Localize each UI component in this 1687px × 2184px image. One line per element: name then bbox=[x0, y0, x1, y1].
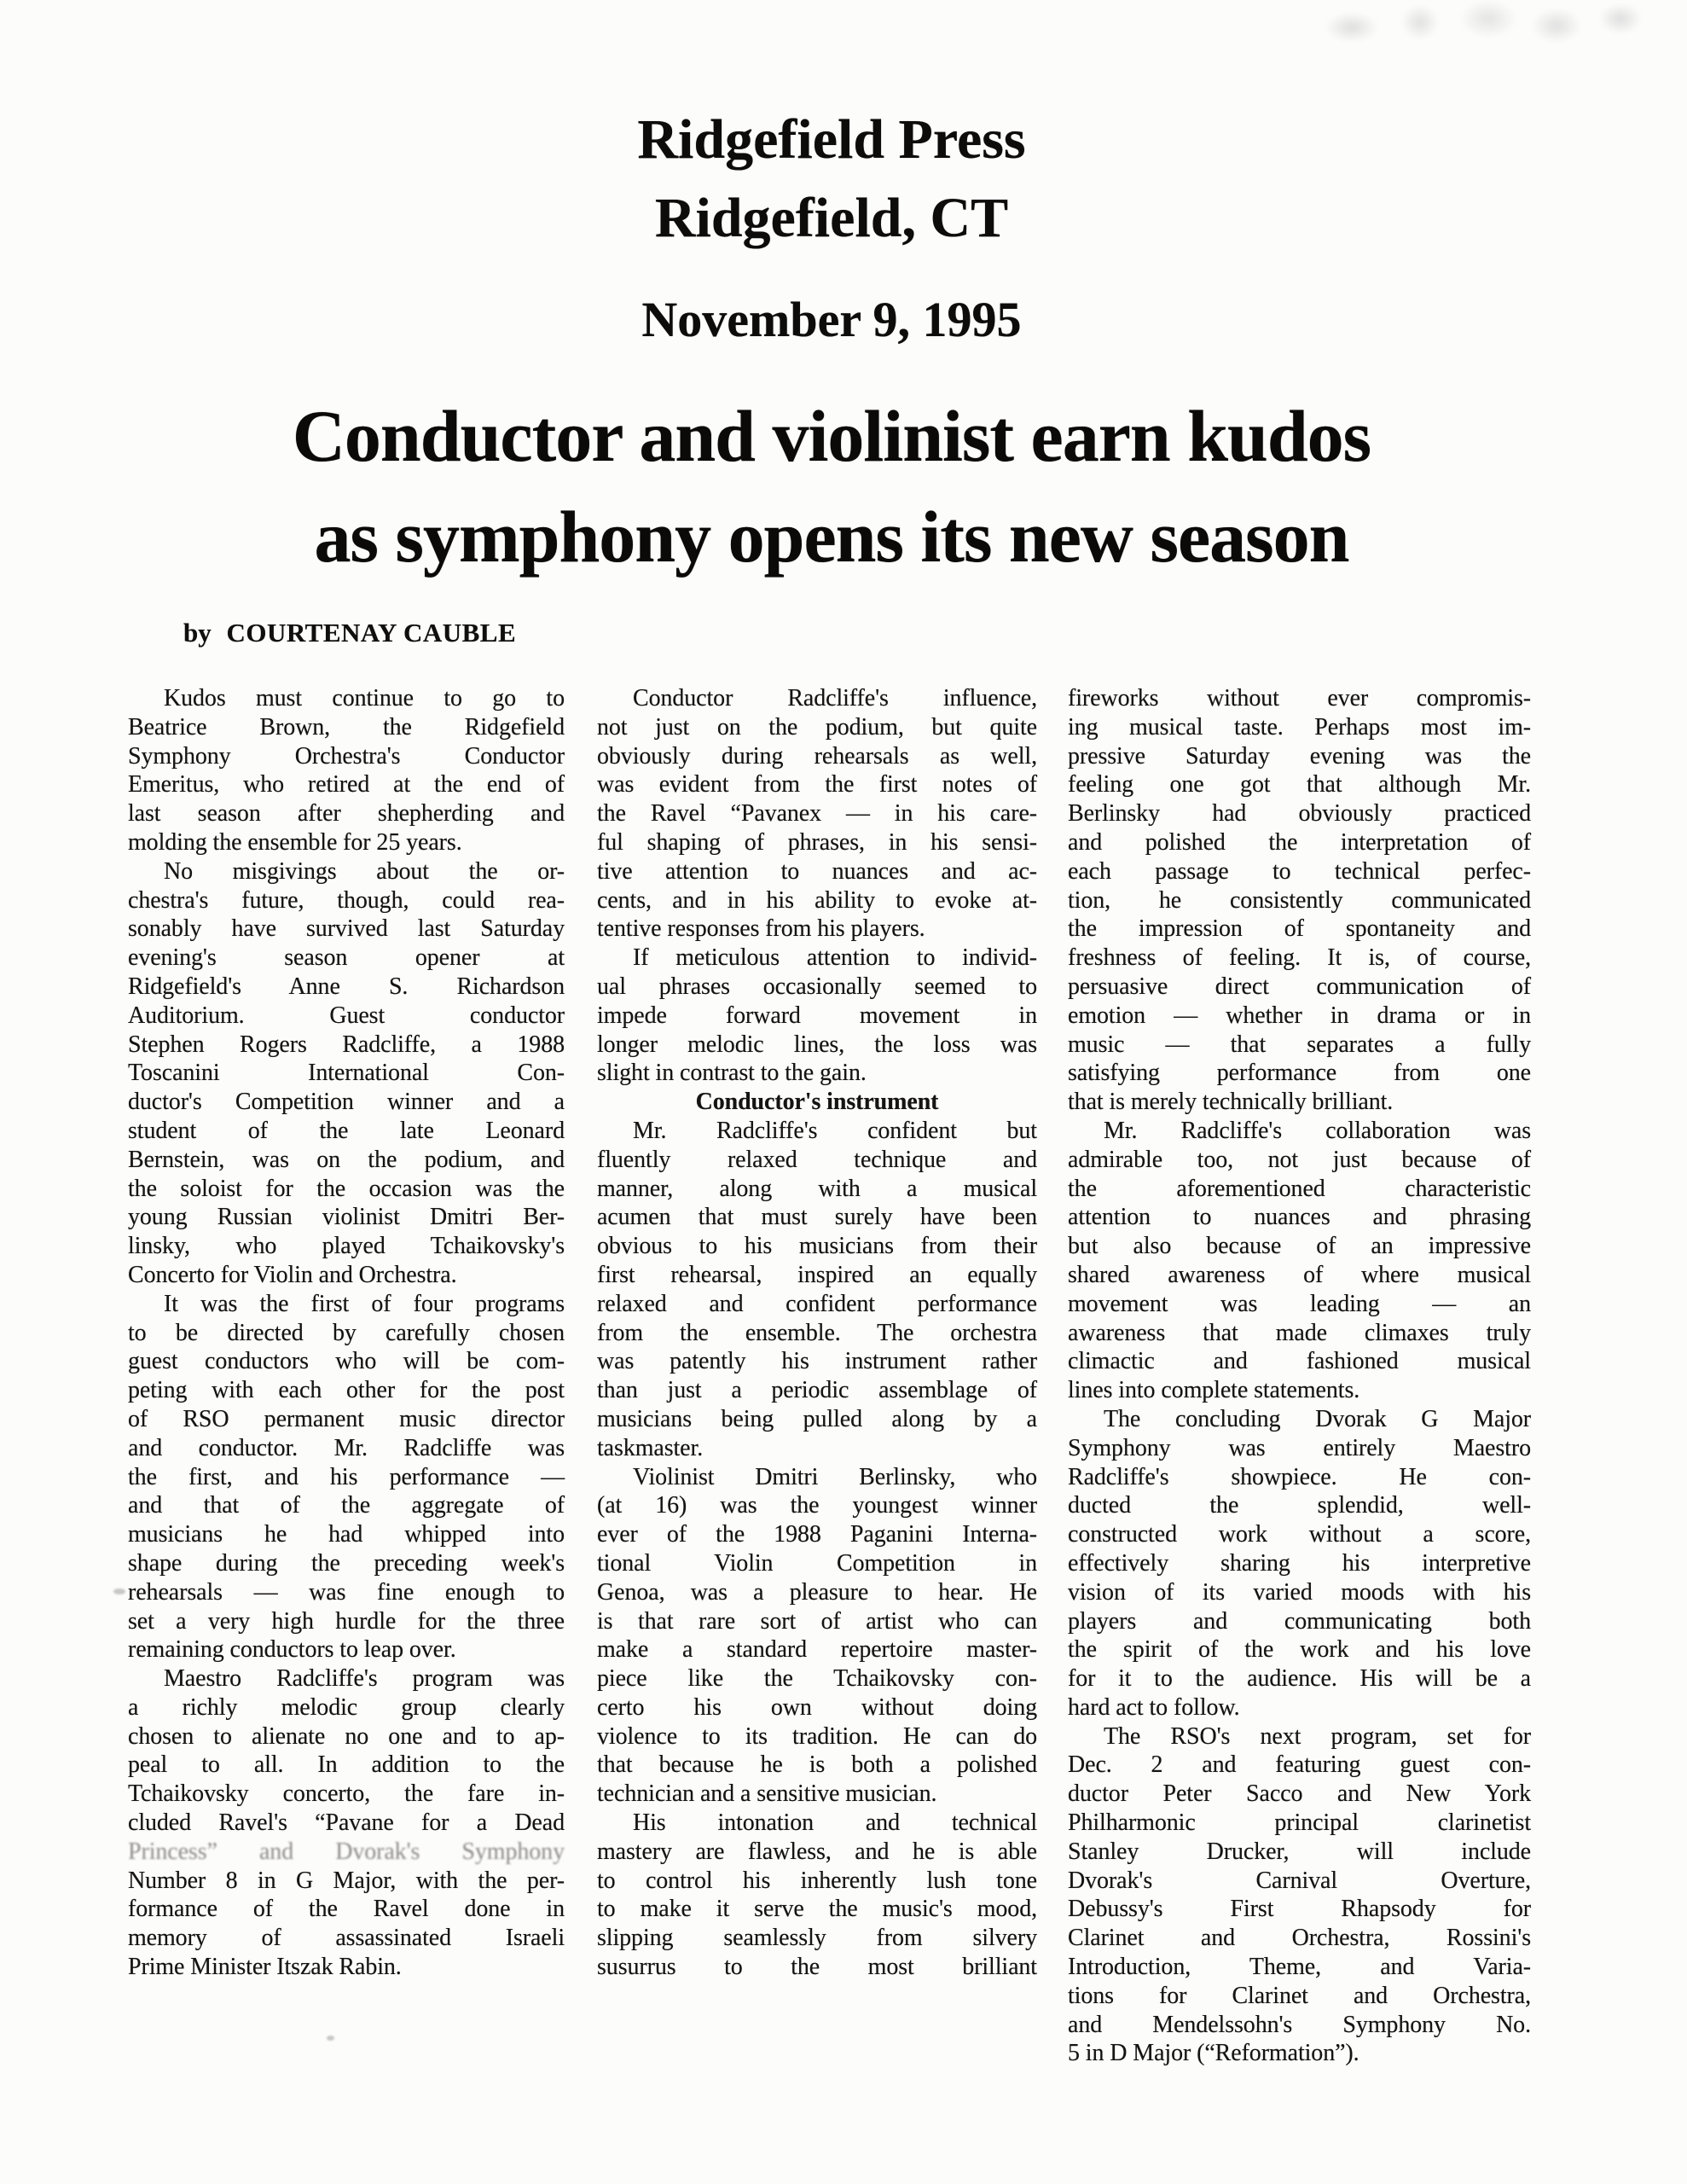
article-line: obvious to his musicians from their bbox=[597, 1233, 1037, 1260]
article-line: than just a periodic assemblage of bbox=[597, 1377, 1037, 1404]
article-line: formance of the Ravel done in bbox=[128, 1896, 565, 1923]
article-line: shape during the preceding week's bbox=[128, 1549, 565, 1577]
article-line: the aforementioned characteristic bbox=[1068, 1175, 1531, 1202]
article-line: Prime Minister Itszak Rabin. bbox=[128, 1954, 402, 1981]
article-line: ing musical taste. Perhaps most im- bbox=[1068, 713, 1531, 741]
article-line: Philharmonic principal clarinetist bbox=[1068, 1809, 1531, 1837]
publication-name: Ridgefield Press bbox=[637, 108, 1026, 171]
article-line: to make it serve the music's mood, bbox=[597, 1896, 1037, 1923]
article-column-2 bbox=[597, 684, 1037, 1982]
article-line: Dvorak's Carnival Overture, bbox=[1068, 1867, 1531, 1894]
article-line: ful shaping of phrases, in his sensi- bbox=[597, 828, 1037, 856]
article-line: music — that separates a fully bbox=[1068, 1031, 1531, 1058]
article-line: piece like the Tchaikovsky con- bbox=[597, 1665, 1037, 1693]
article-line: technician and a sensitive musician. bbox=[597, 1780, 937, 1808]
article-line: to control his inherently lush tone bbox=[597, 1867, 1037, 1894]
article-line: Mr. Radcliffe's confident but bbox=[633, 1117, 1037, 1144]
article-line: feeling one got that although Mr. bbox=[1068, 771, 1531, 799]
article-line: constructed work without a score, bbox=[1068, 1521, 1531, 1548]
article-line: molding the ensemble for 25 years. bbox=[128, 828, 462, 856]
article-line: Concerto for Violin and Orchestra. bbox=[128, 1261, 457, 1288]
article-line: Auditorium. Guest conductor bbox=[128, 1002, 565, 1029]
article-line: tive attention to nuances and ac- bbox=[597, 857, 1037, 885]
article-line: the impression of spontaneity and bbox=[1068, 915, 1531, 943]
article-line: lines into complete statements. bbox=[1068, 1377, 1360, 1404]
article-line: awareness that made climaxes truly bbox=[1068, 1319, 1531, 1346]
article-subhead: Conductor's instrument bbox=[695, 1089, 939, 1116]
article-line: sonably have survived last Saturday bbox=[128, 915, 565, 943]
faint-stamp bbox=[1322, 0, 1655, 64]
article-line: movement was leading — an bbox=[1068, 1290, 1531, 1317]
article-line: set a very high hurdle for the three bbox=[128, 1607, 565, 1635]
scan-speck bbox=[327, 2036, 334, 2041]
article-line: vision of its varied moods with his bbox=[1068, 1578, 1531, 1606]
article-line: tional Violin Competition in bbox=[597, 1549, 1037, 1577]
article-line: slight in contrast to the gain. bbox=[597, 1060, 867, 1087]
article-line: admirable too, not just because of bbox=[1068, 1146, 1531, 1173]
article-line: Debussy's First Rhapsody for bbox=[1068, 1896, 1531, 1923]
article-line: first rehearsal, inspired an equally bbox=[597, 1261, 1037, 1288]
article-line: fluently relaxed technique and bbox=[597, 1146, 1037, 1173]
article-line: student of the late Leonard bbox=[128, 1117, 565, 1144]
article-line: for it to the audience. His will be a bbox=[1068, 1665, 1531, 1693]
article-line: last season after shepherding and bbox=[128, 800, 565, 828]
article-line: Ridgefield's Anne S. Richardson bbox=[128, 973, 565, 1000]
article-line: the Ravel “Pavanex — in his care- bbox=[597, 800, 1037, 828]
headline-line-1: Conductor and violinist earn kudos bbox=[292, 395, 1371, 477]
article-line: shared awareness of where musical bbox=[1068, 1261, 1531, 1288]
article-line: musicians he had whipped into bbox=[128, 1521, 565, 1548]
article-line: and polished the interpretation of bbox=[1068, 828, 1531, 856]
article-line: peting with each other for the post bbox=[128, 1377, 565, 1404]
article-line: young Russian violinist Dmitri Ber- bbox=[128, 1204, 565, 1231]
article-line: His intonation and technical bbox=[633, 1809, 1037, 1837]
scan-speck bbox=[113, 1589, 125, 1594]
headline bbox=[119, 386, 1544, 587]
headline-line-2: as symphony opens its new season bbox=[314, 496, 1349, 578]
article-line: the first, and his performance — bbox=[128, 1463, 565, 1490]
article-line: obviously during rehearsals as well, bbox=[597, 742, 1037, 770]
article-line: Clarinet and Orchestra, Rossini's bbox=[1068, 1925, 1531, 1952]
article-line: taskmaster. bbox=[597, 1434, 704, 1461]
article-line: ductor's Competition winner and a bbox=[128, 1089, 565, 1116]
article-line: linsky, who played Tchaikovsky's bbox=[128, 1233, 565, 1260]
article-line: Stephen Rogers Radcliffe, a 1988 bbox=[128, 1031, 565, 1058]
article-line: relaxed and confident performance bbox=[597, 1290, 1037, 1317]
article-line: Conductor Radcliffe's influence, bbox=[633, 685, 1037, 712]
article-line: tions for Clarinet and Orchestra, bbox=[1068, 1982, 1531, 2009]
article-line: pressive Saturday evening was the bbox=[1068, 742, 1531, 770]
byline bbox=[183, 618, 516, 648]
article-line: manner, along with a musical bbox=[597, 1175, 1037, 1202]
article-line: Tchaikovsky concerto, the fare in- bbox=[128, 1780, 565, 1808]
article-column-1 bbox=[128, 684, 565, 1982]
article-line: memory of assassinated Israeli bbox=[128, 1925, 565, 1952]
article-line: Princess” and Dvorak's Symphony bbox=[128, 1838, 565, 1865]
article-line: ever of the 1988 Paganini Interna- bbox=[597, 1521, 1037, 1548]
article-line: from the ensemble. The orchestra bbox=[597, 1319, 1037, 1346]
article-line: Dec. 2 and featuring guest con- bbox=[1068, 1751, 1531, 1779]
article-line: Symphony was entirely Maestro bbox=[1068, 1434, 1531, 1461]
article-line: Berlinsky had obviously practiced bbox=[1068, 800, 1531, 828]
article-line: persuasive direct communication of bbox=[1068, 973, 1531, 1000]
article-line: (at 16) was the youngest winner bbox=[597, 1492, 1037, 1519]
article-line: each passage to technical perfec- bbox=[1068, 857, 1531, 885]
article-column-3 bbox=[1068, 684, 1531, 2068]
article-line: and conductor. Mr. Radcliffe was bbox=[128, 1434, 565, 1461]
article-line: mastery are flawless, and he is able bbox=[597, 1838, 1037, 1865]
article-line: If meticulous attention to individ- bbox=[633, 944, 1037, 972]
article-line: The RSO's next program, set for bbox=[1104, 1722, 1531, 1750]
article-line: climactic and fashioned musical bbox=[1068, 1348, 1531, 1375]
article-line: chosen to alienate no one and to ap- bbox=[128, 1722, 565, 1750]
article-line: ual phrases occasionally seemed to bbox=[597, 973, 1037, 1000]
article-line: effectively sharing his interpretive bbox=[1068, 1549, 1531, 1577]
article-line: Mr. Radcliffe's collaboration was bbox=[1104, 1117, 1531, 1144]
article-line: that because he is both a polished bbox=[597, 1751, 1037, 1779]
article-line: musicians being pulled along by a bbox=[597, 1405, 1037, 1432]
article-line: Violinist Dmitri Berlinsky, who bbox=[633, 1463, 1037, 1490]
article-line: guest conductors who will be com- bbox=[128, 1348, 565, 1375]
article-line: not just on the podium, but quite bbox=[597, 713, 1037, 741]
article-line: and that of the aggregate of bbox=[128, 1492, 565, 1519]
article-line: impede forward movement in bbox=[597, 1002, 1037, 1029]
article-line: Introduction, Theme, and Varia- bbox=[1068, 1954, 1531, 1981]
article-line: slipping seamlessly from silvery bbox=[597, 1925, 1037, 1952]
article-line: evening's season opener at bbox=[128, 944, 565, 972]
article-line: tion, he consistently communicated bbox=[1068, 886, 1531, 914]
article-line: Kudos must continue to go to bbox=[164, 685, 565, 712]
article-line: longer melodic lines, the loss was bbox=[597, 1031, 1037, 1058]
article-line: No misgivings about the or- bbox=[164, 857, 565, 885]
article-line: remaining conductors to leap over. bbox=[128, 1636, 456, 1664]
article-line: was evident from the first notes of bbox=[597, 771, 1037, 799]
article-line: Bernstein, was on the podium, and bbox=[128, 1146, 565, 1173]
masthead bbox=[128, 101, 1535, 346]
article-line: chestra's future, though, could rea- bbox=[128, 886, 565, 914]
article-line: hard act to follow. bbox=[1068, 1693, 1240, 1721]
article-line: cents, and in his ability to evoke at- bbox=[597, 886, 1037, 914]
article-line: susurrus to the most brilliant bbox=[597, 1954, 1037, 1981]
article-line: but also because of an impressive bbox=[1068, 1233, 1531, 1260]
article-line: Emeritus, who retired at the end of bbox=[128, 771, 565, 799]
article-line: ductor Peter Sacco and New York bbox=[1068, 1780, 1531, 1808]
article-line: Genoa, was a pleasure to hear. He bbox=[597, 1578, 1037, 1606]
article-line: 5 in D Major (“Reformation”). bbox=[1068, 2040, 1359, 2067]
article-line: acumen that must surely have been bbox=[597, 1204, 1037, 1231]
article-line: ducted the splendid, well- bbox=[1068, 1492, 1531, 1519]
article-line: tentive responses from his players. bbox=[597, 915, 925, 943]
article-line: freshness of feeling. It is, of course, bbox=[1068, 944, 1531, 972]
article-line: the spirit of the work and his love bbox=[1068, 1636, 1531, 1664]
article-line: cluded Ravel's “Pavane for a Dead bbox=[128, 1809, 565, 1837]
article-line: the soloist for the occasion was the bbox=[128, 1175, 565, 1202]
article-line: a richly melodic group clearly bbox=[128, 1693, 565, 1721]
article-line: It was the first of four programs bbox=[164, 1290, 565, 1317]
byline-author: COURTENAY CAUBLE bbox=[226, 618, 517, 648]
publication-location: Ridgefield, CT bbox=[654, 187, 1009, 249]
article-line: of RSO permanent music director bbox=[128, 1405, 565, 1432]
article-line: Beatrice Brown, the Ridgefield bbox=[128, 713, 565, 741]
article-line: rehearsals — was fine enough to bbox=[128, 1578, 565, 1606]
article-line: and Mendelssohn's Symphony No. bbox=[1068, 2011, 1531, 2038]
article-line: violence to its tradition. He can do bbox=[597, 1722, 1037, 1750]
article-line: Stanley Drucker, will include bbox=[1068, 1838, 1531, 1865]
article-line: make a standard repertoire master- bbox=[597, 1636, 1037, 1664]
article-line: Symphony Orchestra's Conductor bbox=[128, 742, 565, 770]
article-line: players and communicating both bbox=[1068, 1607, 1531, 1635]
article-line: The concluding Dvorak G Major bbox=[1104, 1405, 1531, 1432]
issue-date: November 9, 1995 bbox=[641, 292, 1022, 347]
article-line: to be directed by carefully chosen bbox=[128, 1319, 565, 1346]
article-line: Number 8 in G Major, with the per- bbox=[128, 1867, 565, 1894]
article-line: Toscanini International Con- bbox=[128, 1060, 565, 1087]
article-line: was patently his instrument rather bbox=[597, 1348, 1037, 1375]
article-line: attention to nuances and phrasing bbox=[1068, 1204, 1531, 1231]
byline-prefix: by bbox=[183, 618, 212, 648]
article-line: Radcliffe's showpiece. He con- bbox=[1068, 1463, 1531, 1490]
article-line: emotion — whether in drama or in bbox=[1068, 1002, 1531, 1029]
article-line: certo his own without doing bbox=[597, 1693, 1037, 1721]
article-line: fireworks without ever compromis- bbox=[1068, 685, 1531, 712]
article-line: is that rare sort of artist who can bbox=[597, 1607, 1037, 1635]
article-line: that is merely technically brilliant. bbox=[1068, 1089, 1394, 1116]
article-line: satisfying performance from one bbox=[1068, 1060, 1531, 1087]
article-line: peal to all. In addition to the bbox=[128, 1751, 565, 1779]
article-line: Maestro Radcliffe's program was bbox=[164, 1665, 565, 1693]
